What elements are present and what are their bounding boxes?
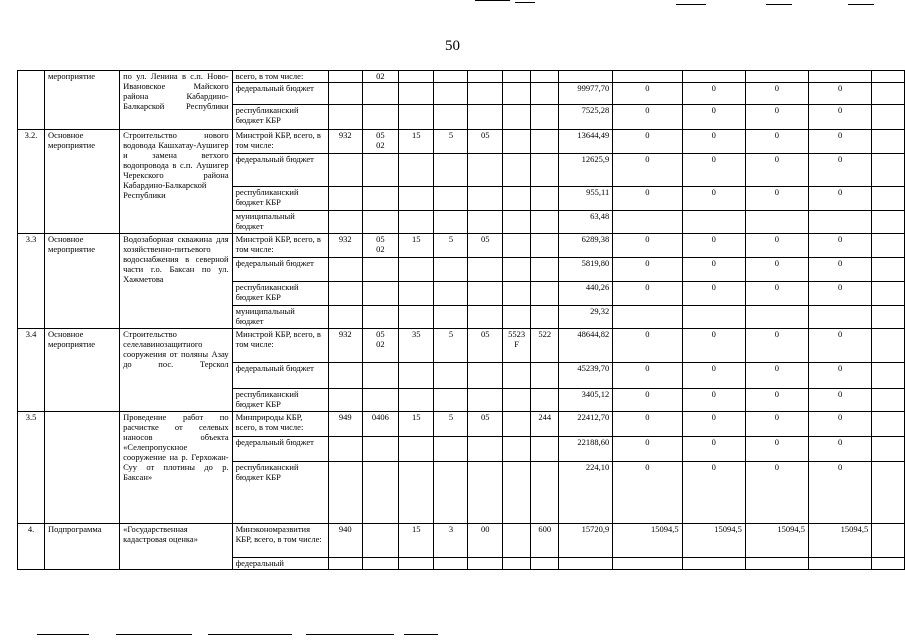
funding-source: республиканский бюджет КБР — [232, 389, 328, 412]
year-value-3: 0 — [745, 130, 808, 154]
funding-source: муниципальный бюджет — [232, 211, 328, 234]
table-row — [18, 234, 905, 258]
funding-source: федеральный бюджет — [232, 363, 328, 389]
row-number: 3.4 — [18, 329, 45, 412]
row-number: 3.3 — [18, 234, 45, 329]
year-value-3: 0 — [745, 462, 808, 524]
amount: 6289,38 — [559, 234, 613, 258]
funding-source: муниципальный бюджет — [232, 306, 328, 329]
funding-source: республиканский бюджет КБР — [232, 105, 328, 130]
grbs-code: 932 — [328, 329, 362, 363]
year-value-2 — [682, 71, 745, 83]
funding-source: всего, в том числе: — [232, 71, 328, 83]
funding-source: Минстрой КБР, всего, в том числе: — [232, 130, 328, 154]
year-value-1: 0 — [613, 187, 682, 211]
amount: 63,48 — [559, 211, 613, 234]
year-value-4: 0 — [809, 234, 872, 258]
row-number: 3.5 — [18, 412, 45, 524]
year-value-4: 0 — [809, 363, 872, 389]
year-value-5 — [872, 71, 905, 83]
csr-code-1 — [434, 71, 468, 83]
vr-code — [531, 71, 559, 83]
year-value-1: 0 — [613, 83, 682, 105]
csr-code-3: 00 — [468, 524, 502, 558]
year-value-3: 0 — [745, 412, 808, 437]
year-value-1: 0 — [613, 130, 682, 154]
year-value-1: 0 — [613, 234, 682, 258]
bottom-scan-line — [208, 634, 292, 635]
year-value-4: 0 — [809, 83, 872, 105]
amount: 13644,49 — [559, 130, 613, 154]
amount: 5819,80 — [559, 258, 613, 282]
bottom-scan-line — [116, 634, 192, 635]
year-value-1: 0 — [613, 437, 682, 462]
year-value-3: 0 — [745, 154, 808, 187]
funding-source: республиканский бюджет КБР — [232, 282, 328, 306]
bottom-scan-line — [37, 634, 89, 635]
amount: 29,32 — [559, 306, 613, 329]
csr-code-2: 3 — [434, 524, 468, 558]
table-row — [18, 329, 905, 363]
event-type — [45, 412, 120, 524]
bottom-scan-line — [306, 634, 394, 635]
year-value-1: 15094,5 — [613, 524, 682, 558]
year-value-3: 0 — [745, 187, 808, 211]
year-value-4: 0 — [809, 329, 872, 363]
year-value-4: 0 — [809, 282, 872, 306]
year-value-4: 0 — [809, 437, 872, 462]
event-name: «Государственная кадастровая оценка» — [120, 524, 233, 570]
rz-code: 0406 — [362, 412, 398, 437]
year-value-3: 0 — [745, 329, 808, 363]
grbs-code — [328, 71, 362, 83]
year-value-1: 0 — [613, 412, 682, 437]
row-number: 4. — [18, 524, 45, 570]
rz-code: 05 02 — [362, 130, 398, 154]
year-value-1: 0 — [613, 105, 682, 130]
year-value-4: 15094,5 — [809, 524, 872, 558]
funding-source: федеральный бюджет — [232, 258, 328, 282]
year-value-4: 0 — [809, 412, 872, 437]
event-name: Строительство нового водовода Кашхатау-Аушигер и замена ветхого водопровода в с.п. Аушигер Черекского района Кабардино-Балкарской Республики — [120, 130, 233, 234]
year-value-4: 0 — [809, 462, 872, 524]
csr-code-3: 05 — [468, 130, 502, 154]
funding-source: федеральный бюджет — [232, 154, 328, 187]
csr-code-2: 5 — [434, 412, 468, 437]
year-value-3: 0 — [745, 258, 808, 282]
amount: 224,10 — [559, 462, 613, 524]
vr-code: 522 — [531, 329, 559, 363]
csr-code-3 — [502, 71, 530, 83]
csr-code-1: 15 — [399, 234, 434, 258]
table-row — [18, 130, 905, 154]
year-value-2: 0 — [682, 363, 745, 389]
vr-code: 600 — [531, 524, 559, 558]
event-name: Строительство селелавинозащитного сооружения от поляны Азау до пос. Терскол — [120, 329, 233, 412]
year-value-2: 0 — [682, 437, 745, 462]
year-value-2: 0 — [682, 105, 745, 130]
rz-code: 02 — [362, 71, 398, 83]
year-value-4: 0 — [809, 187, 872, 211]
year-value-2: 0 — [682, 258, 745, 282]
row-number: 3.2. — [18, 130, 45, 234]
year-value-2: 0 — [682, 329, 745, 363]
year-value-4: 0 — [809, 389, 872, 412]
bottom-scan-line — [404, 634, 438, 635]
year-value-3: 0 — [745, 234, 808, 258]
csr-code-2: 5 — [434, 234, 468, 258]
page-number: 50 — [445, 38, 460, 54]
year-value-3 — [745, 71, 808, 83]
amount: 99977,70 — [559, 83, 613, 105]
year-value-2: 0 — [682, 130, 745, 154]
year-value-1: 0 — [613, 282, 682, 306]
budget-table — [17, 70, 905, 570]
amount — [559, 71, 613, 83]
year-value-3: 0 — [745, 437, 808, 462]
year-value-1: 0 — [613, 258, 682, 282]
funding-source: федеральный бюджет — [232, 437, 328, 462]
year-value-1: 0 — [613, 329, 682, 363]
csr-code-3: 05 — [468, 234, 502, 258]
funding-source: федеральный — [232, 558, 328, 570]
csr-code-1: 15 — [399, 412, 434, 437]
top-scan-line — [676, 4, 706, 5]
year-value-3: 0 — [745, 282, 808, 306]
csr-code-4: 5523 F — [502, 329, 530, 363]
amount: 22412,70 — [559, 412, 613, 437]
year-value-2: 0 — [682, 83, 745, 105]
csr-code-2 — [468, 71, 502, 83]
table-row — [18, 412, 905, 437]
amount: 7525,28 — [559, 105, 613, 130]
year-value-2: 0 — [682, 282, 745, 306]
rz-code: 05 02 — [362, 329, 398, 363]
year-value-2: 15094,5 — [682, 524, 745, 558]
funding-source: федеральный бюджет — [232, 83, 328, 105]
amount: 45239,70 — [559, 363, 613, 389]
year-value-1: 0 — [613, 462, 682, 524]
csr-code-3: 05 — [468, 412, 502, 437]
table-row — [18, 524, 905, 558]
year-value-3: 15094,5 — [745, 524, 808, 558]
year-value-2: 0 — [682, 412, 745, 437]
year-value-3: 0 — [745, 83, 808, 105]
year-value-3: 0 — [745, 105, 808, 130]
event-name: Водозаборная скважина для хозяйственно-питьевого водоснабжения в северной части г.о. Баксан по ул. Хажметова — [120, 234, 233, 329]
year-value-3: 0 — [745, 389, 808, 412]
funding-source: Минстрой КБР, всего, в том числе: — [232, 234, 328, 258]
year-value-1: 0 — [613, 363, 682, 389]
year-value-4: 0 — [809, 130, 872, 154]
csr-code-2: 5 — [434, 329, 468, 363]
row-number — [18, 71, 45, 130]
rz-code: 05 02 — [362, 234, 398, 258]
grbs-code: 949 — [328, 412, 362, 437]
amount: 12625,9 — [559, 154, 613, 187]
pr-code — [399, 71, 434, 83]
amount: 3405,12 — [559, 389, 613, 412]
top-scan-line — [848, 4, 874, 5]
amount: 440,26 — [559, 282, 613, 306]
funding-source: Минэкономразвития КБР, всего, в том числе: — [232, 524, 328, 558]
event-name: по ул. Ленина в с.п. Ново-Ивановское Майского района Кабардино-Балкарской Республики — [120, 71, 233, 130]
top-scan-line — [766, 4, 792, 5]
csr-code-1: 35 — [399, 329, 434, 363]
amount: 955,11 — [559, 187, 613, 211]
year-value-2: 0 — [682, 154, 745, 187]
year-value-2: 0 — [682, 187, 745, 211]
csr-code-3: 05 — [468, 329, 502, 363]
top-scan-line — [475, 0, 510, 1]
year-value-1: 0 — [613, 154, 682, 187]
funding-source: республиканский бюджет КБР — [232, 462, 328, 524]
csr-code-2: 5 — [434, 130, 468, 154]
year-value-4: 0 — [809, 154, 872, 187]
csr-code-1: 15 — [399, 524, 434, 558]
event-type: Основное мероприятие — [45, 329, 120, 412]
amount: 48644,82 — [559, 329, 613, 363]
year-value-4: 0 — [809, 258, 872, 282]
funding-source: Минприроды КБР, всего, в том числе: — [232, 412, 328, 437]
table-row — [18, 71, 905, 83]
year-value-2: 0 — [682, 234, 745, 258]
event-name: Проведение работ по расчистке от селевых наносов объекта «Селепропускное сооружение на р. Герхожан-Суу от плотины до р. Баксан» — [120, 412, 233, 524]
top-scan-line — [515, 2, 535, 3]
year-value-2: 0 — [682, 462, 745, 524]
year-value-3: 0 — [745, 363, 808, 389]
year-value-4 — [809, 71, 872, 83]
amount: 22188,60 — [559, 437, 613, 462]
event-type: Подпрограмма — [45, 524, 120, 570]
year-value-1 — [613, 71, 682, 83]
grbs-code: 932 — [328, 234, 362, 258]
event-type: мероприятие — [45, 71, 120, 130]
amount: 15720,9 — [559, 524, 613, 558]
event-type: Основное мероприятие — [45, 130, 120, 234]
vr-code: 244 — [531, 412, 559, 437]
year-value-4: 0 — [809, 105, 872, 130]
funding-source: республиканский бюджет КБР — [232, 187, 328, 211]
csr-code-1: 15 — [399, 130, 434, 154]
year-value-2: 0 — [682, 389, 745, 412]
event-type: Основное мероприятие — [45, 234, 120, 329]
grbs-code: 932 — [328, 130, 362, 154]
grbs-code: 940 — [328, 524, 362, 558]
year-value-1: 0 — [613, 389, 682, 412]
funding-source: Минстрой КБР, всего, в том числе: — [232, 329, 328, 363]
